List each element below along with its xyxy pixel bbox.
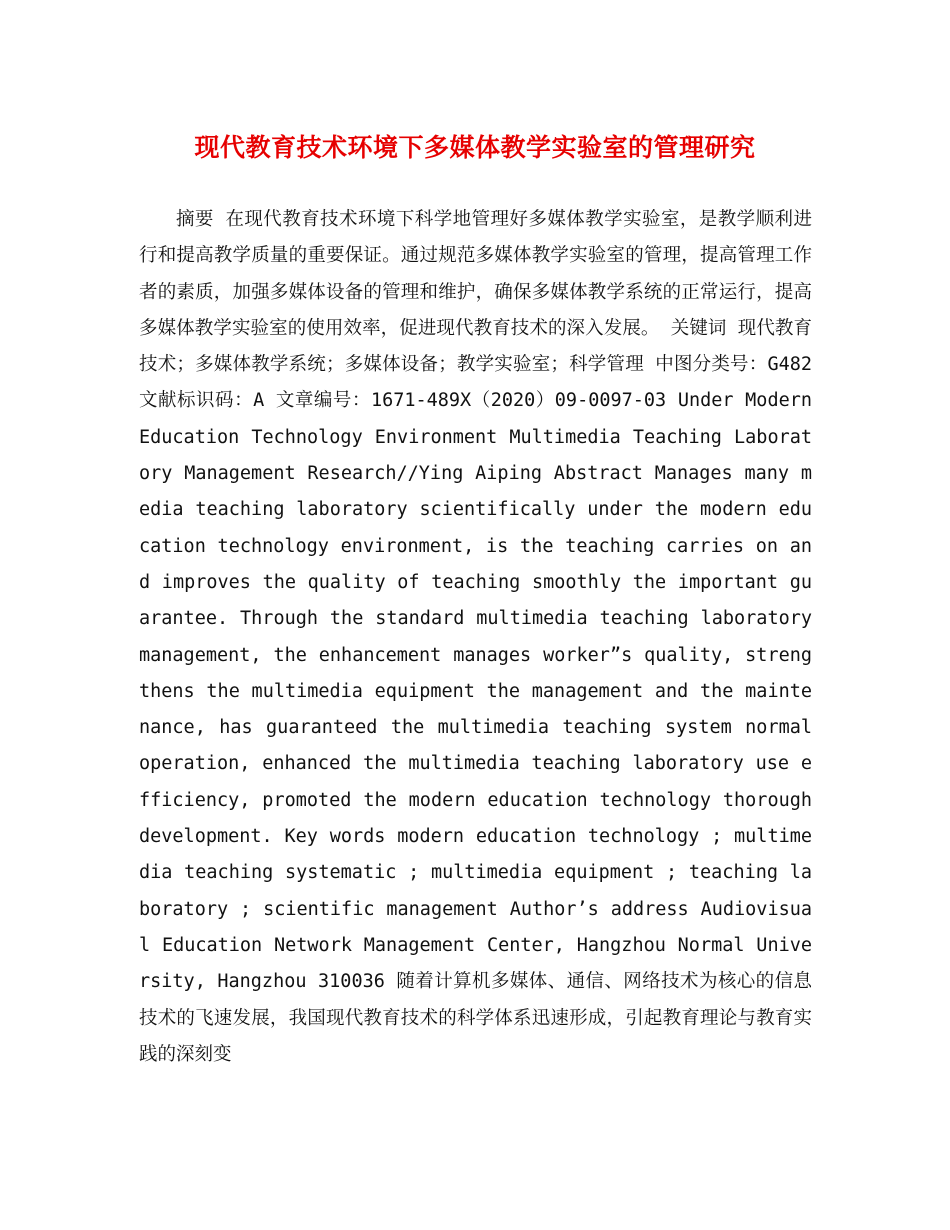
document-body [139, 202, 812, 1073]
body-paragraph: 摘要 在现代教育技术环境下科学地管理好多媒体教学实验室，是教学顺利进行和提高教学质量的重要保证。通过规范多媒体教学实验室的管理，提高管理工作者的素质，加强多媒体设备的管理和维护，确保多媒体教学系统的正常运行，提高多媒体教学实验室的使用效率，促进现代教育技术的深入发展。 关键词 现代教育技术；多媒体教学系统；多媒体设备；教学实验室；科学管理 中图分类号：G482 文献标识码：A 文章编号：1671-489X（2020）09-0097-03 Under Modern Education Technology Environment Multimedia Teaching Laboratory Management Research//Ying Aiping Abstract Manages many media teaching laboratory scientifically under the modern education technology environment, is the teaching carries on and improves the quality of teaching smoothly the important guarantee. Through the standard multimedia teaching laboratory management, the enhancement manages worker”s quality, strengthens the multimedia equipment the management and the maintenance, has guaranteed the multimedia teaching system normal operation, enhanced the multimedia teaching laboratory use efficiency, promoted the modern education technology thorough development. Key words modern education technology ; multimedia teaching systematic ; multimedia equipment ; teaching laboratory ; scientific management Author’s address Audiovisual Education Network Management Center, Hangzhou Normal University, Hangzhou 310036 随着计算机多媒体、通信、网络技术为核心的信息技术的飞速发展，我国现代教育技术的科学体系迅速形成，引起教育理论与教育实践的深刻变 [139, 209, 812, 1065]
document-title: 现代教育技术环境下多媒体教学实验室的管理研究 [194, 133, 756, 162]
